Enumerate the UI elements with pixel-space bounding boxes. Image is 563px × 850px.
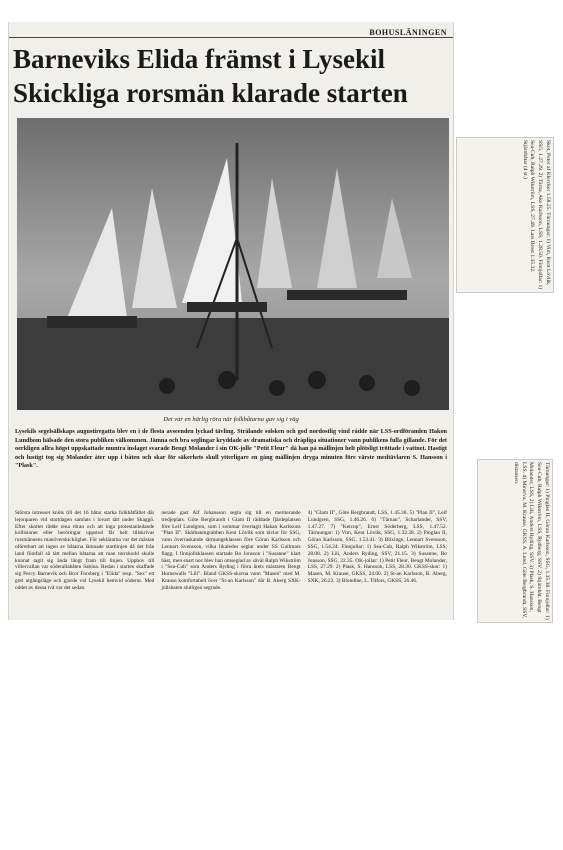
article-body [15, 510, 447, 616]
article-ingress: Lysekils segelsällskaps augustiregatta blev en i de flesta avseenden lyckad tävling. Strålande solsken och god nordostlig vind rådde när LSS-ordföranden Hakon Lundbom hälsade den stora publiken välkommen. Jämna och bra seglingar kryddade av dramatiska och dråpliga situationer vann publikens fulla gillande. För det oerkligen allra högst uppskattade muntra inslaget svarade Bengt Molander i sin OK-jolle "Petit Fleur" då han på mållinjen helt plötsligt tröttade i vattnet. Hastigt och lustigt tog sig Molander åter upp i båten och skar för säkerhets skull ytterligare en gång mållinjen dryga minuten före värste medtävlaren S. Hansson i "Plask". [15, 428, 447, 469]
regatta-photo [17, 118, 449, 410]
results-clipping-bottom [477, 459, 553, 623]
newspaper-source: BOHUSLÄNINGEN [369, 28, 447, 37]
photo-caption: Det var en härlig röra när folkbåtarna gav sig i väg [163, 416, 299, 423]
results-clipping-top-text: Skot, Peter af Klercker 1.58.25. Tärnungar: 1) Vim, Kent Lövlik, SSG, 1.27.29. 2) Tärna, Ake Karlsson, LSS, 1.28.50. Finnjollar: 1) Sea-Cub, Ralph Wikström, LSS, 27.49. Lars Brost 1.35.32. Stjärnbåtar (4 st.) [521, 140, 551, 290]
results-clipping-top [456, 137, 554, 293]
article-column-3: 4) "Glam II", Göte Bergbrandt, LSS, 1.45.36. 5) "Plan II", Leif Lundgren, SSG, 1.46.26. 6) "Tärnan", Scharlander, SSV, 1.47.27. 7) "Ketcup", Ernst Söderberg, LSS, 1.47.52. Tärmungar: 1) Vim, Kent Lövlik, SSG, 1.32.28. 2) Pinglan II, Göran Karlsson, SSG, 1.53.41. 3) Blixinge, Lennart Svensson, SSG, 1.54.24. Finnjollar: 1) Sea-Cub, Ralph Wikström, LSS, 28.08. 2) Lili, Anders Ryding, SSV, 21.15. 3) Susanne, Bo Jonsson, SSG, 22.35. OK-jollar: 1) Petit Fleur, Bengt Molander, LSS, 27.29. 2) Plask, S. Hansson, LSS, 28.30. GKSS-skor: 1) Masen, M. Krause, GKSS, 24.00. 2) St-an Karlsson, B. Aberg, SXK, 26.22. 3) Blondine, L. Tilfors, GKSS, 26.46. [307, 510, 447, 584]
headline-line-2: Skickliga rorsmän klarade starten [13, 78, 408, 108]
article-column-2: nerade gast Alf Johansson segla sig till en meriterande tredjeplats. Göte Bergbrandt i Glam II räddade fjärdeplatsen före Leif Lundgren, som i sommar övertagit Hakan Karlssons "Plan II". Skärbanmgrabben Kent Lövlik som tävlar för SSG, vann överraskande tärmungeklassen före Göran Karlsson och Lennart Svensson, vilka likaledes seglar under SS Gullmars flagg. I finnjollsklassen startade Bo Jonsson i "Susanne" klart bäst, men snart noc blev han omseglad av såväl Ralph Wikström i "Sea-Cub" som Anders Ryding i förra årets mästaren Bengt Hornewalls "Lili". Bland GKSS-skorna vann "Masen" med M. Krause komfortabelt över "St-an Karlsson" där B. Aberg SXK-jullsbaten slutligen segrade. [161, 510, 301, 591]
results-clipping-bottom-text: Tärnungar: 1) Pinglan II, Göran Karlsson, SSG, 1.35.38. Finnjollar: 1) Sea-Cub, Ralph Wikström, LSS, Rydberg, SSV. 2) Stjärnbåt, Bengt Molander, LSS, 2) Lili, Anders Ryding, SSV. 3) Plask, S. Hansson, LSS. 4) Minerva, M. Krause, GKSS. A. Lund, Göte Bergbrandt, SSV, distansen. [512, 462, 550, 620]
newspaper-clipping [8, 22, 454, 620]
article-column-1: Största intresset knöts till det 16 båtar starka folkbåtfältet där lejonparen vid startdagen samlats i lovart tätt under Skaggö. Efter skottet rådde rena röran och att inga protestanledande kollisioner eller beröringar uppstod får helt tillskrivas rorsmännens manöverskicklighet. För seklärarna var det mästan oföretbart att ingen av båtarna lämnade startlinjen då det från land förefall så tätt mellan båtarna att man torrskodd skulle kunnat tagit sig ända längt fram till linjen. Upphov till villervallan var söderallabåten Sabina. Redan i starten skaffade sig Percy Barnevik och Bror Forsberg i "Elida" resp. "Sex" ett gott utgångsläge och gjorde vid Lysekil hemvid söderut. Med oddet av dessa två var det sedan. [15, 510, 155, 591]
headline-line-1: Barneviks Elida främst i Lysekil [13, 44, 386, 74]
header-rule [9, 37, 453, 38]
